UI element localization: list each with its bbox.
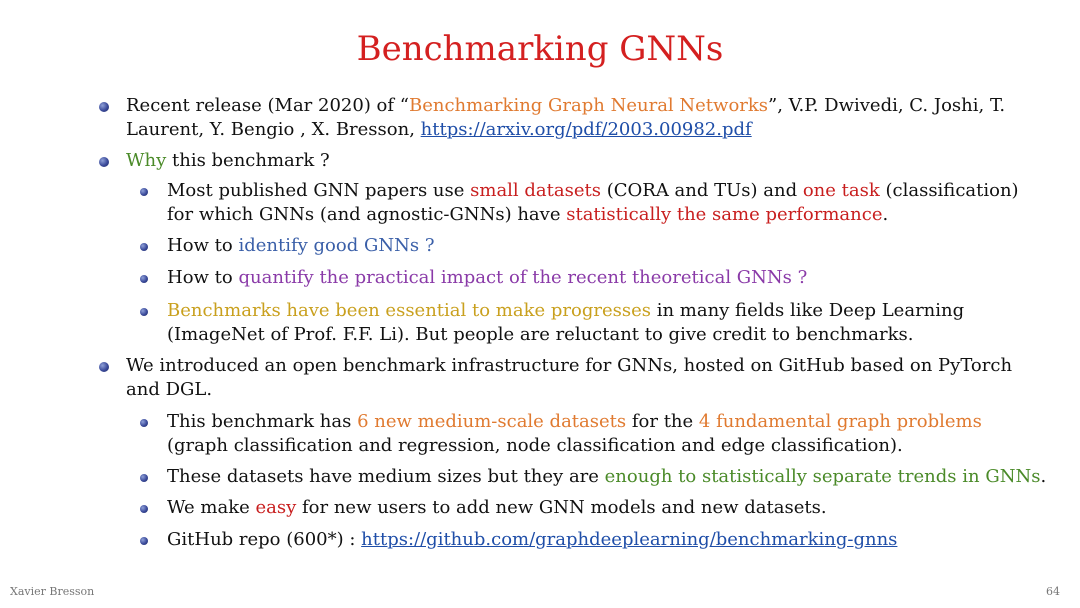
bullet-marker-icon (99, 157, 109, 167)
bullet-marker-icon (99, 102, 109, 112)
text-segment: (classification) for which GNNs (and agnostic-GNNs) have (167, 180, 1019, 225)
text-segment: (graph classification and regression, node classification and edge classification). (167, 435, 903, 456)
highlighted-text: small datasets (470, 180, 601, 201)
text-segment: for the (626, 411, 699, 432)
bullet-item (126, 94, 1046, 142)
highlighted-text: 6 new medium-scale datasets (357, 411, 627, 432)
text-segment: . (882, 204, 889, 225)
bullet-marker-icon (140, 188, 148, 196)
sub-bullet-item (167, 528, 1047, 552)
text-segment: GitHub repo (600*) : (167, 529, 362, 550)
bullet-item (126, 354, 1046, 402)
bullet-marker-icon (140, 419, 148, 427)
hyperlink[interactable]: https://github.com/graphdeeplearning/benchmarking-gnns (361, 529, 898, 550)
text-segment: . (1040, 466, 1047, 487)
bullet-marker-icon (140, 308, 148, 316)
highlighted-text: quantify the practical impact of the recent theoretical GNNs ? (238, 267, 808, 288)
bullet-marker-icon (140, 537, 148, 545)
highlighted-text: Why (126, 150, 167, 171)
text-segment: in many fields like Deep Learning (ImageNet of Prof. F.F. Li). But people are reluctant to give credit to benchmarks. (167, 300, 965, 345)
bullet-marker-icon (140, 505, 148, 513)
bullet-marker-icon (99, 362, 109, 372)
sub-bullet-item (167, 465, 1047, 489)
text-segment: (CORA and TUs) and (601, 180, 803, 201)
highlighted-text: 4 fundamental graph problems (698, 411, 982, 432)
sub-bullet-item (167, 234, 1047, 258)
sub-bullet-item (167, 299, 1047, 347)
text-segment: We introduced an open benchmark infrastructure for GNNs, hosted on GitHub based on PyTorch and DGL. (126, 355, 1013, 400)
page-number: 64 (1046, 585, 1060, 598)
text-segment: ”, V.P. Dwivedi, C. Joshi, T. Laurent, Y. Bengio , X. Bresson, (126, 95, 1006, 140)
highlighted-text: identify good GNNs ? (238, 235, 435, 256)
sub-bullet-item (167, 266, 1047, 290)
text-segment: for new users to add new GNN models and new datasets. (296, 497, 827, 518)
highlighted-text: enough to statistically separate trends in GNNs (604, 466, 1041, 487)
bullet-marker-icon (140, 474, 148, 482)
highlighted-text: easy (255, 497, 297, 518)
slide-title: Benchmarking GNNs (356, 29, 724, 69)
text-segment: How to (167, 267, 239, 288)
text-segment: Most published GNN papers use (167, 180, 471, 201)
text-segment: Recent release (Mar 2020) of “ (126, 95, 409, 116)
text-segment: How to (167, 235, 239, 256)
hyperlink[interactable]: https://arxiv.org/pdf/2003.00982.pdf (420, 119, 752, 140)
bullet-marker-icon (140, 275, 148, 283)
text-segment: These datasets have medium sizes but they are (167, 466, 605, 487)
highlighted-text: one task (802, 180, 880, 201)
sub-bullet-item (167, 410, 1047, 458)
text-segment: We make (167, 497, 256, 518)
sub-bullet-item (167, 179, 1047, 227)
text-segment: this benchmark ? (166, 150, 330, 171)
text-segment: This benchmark has (167, 411, 358, 432)
highlighted-text: Benchmarking Graph Neural Networks (408, 95, 769, 116)
bullet-item (126, 149, 1046, 173)
highlighted-text: statistically the same performance (566, 204, 883, 225)
sub-bullet-item (167, 496, 1047, 520)
footer-author: Xavier Bresson (10, 585, 95, 598)
highlighted-text: Benchmarks have been essential to make progresses (167, 300, 651, 321)
bullet-marker-icon (140, 243, 148, 251)
